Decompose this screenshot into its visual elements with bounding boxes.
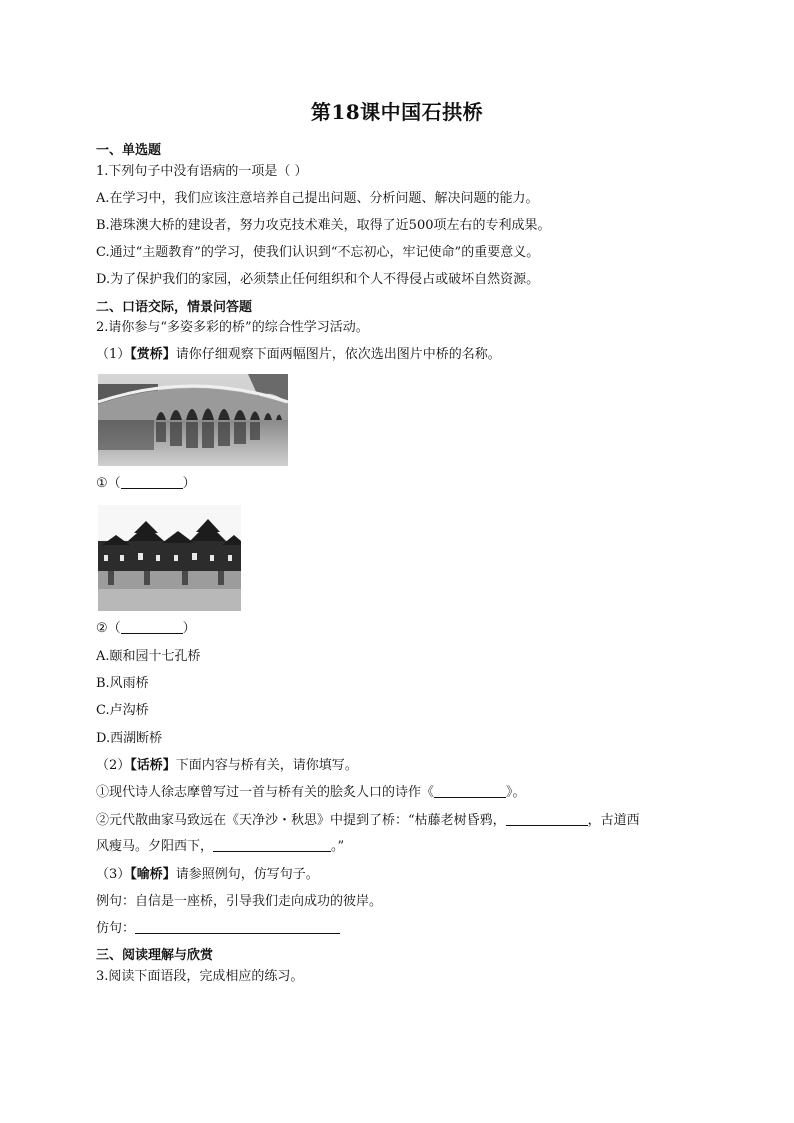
poem-title-blank[interactable] [434, 784, 506, 798]
part3-imitate: 仿句： [96, 920, 340, 938]
part1-answer-1: ①（ ） [96, 476, 196, 491]
bridge-photo-2 [98, 505, 241, 611]
answer-blank-1[interactable] [121, 475, 183, 489]
q1-option-c: C.通过“主题教育”的学习，使我们认识到“不忘初心，牢记使命”的重要意义。 [96, 245, 540, 260]
answer-blank-2[interactable] [121, 620, 183, 634]
part3-instruction: （3）【喻桥】请参照例句，仿写句子。 [96, 867, 319, 882]
q1-option-d: D.为了保护我们的家园，必须禁止任何组织和个人不得侵占或破坏自然资源。 [96, 272, 540, 287]
part1-text: 请你仔细观察下面两幅图片，依次选出图片中桥的名称。 [175, 347, 501, 362]
section-heading-reading: 三、阅读理解与欣赏 [96, 948, 214, 963]
part2-label: 【话桥】 [130, 758, 176, 773]
part2-item-1: ①现代诗人徐志摩曾写过一首与桥有关的脍炙人口的诗作《 》。 [96, 785, 526, 800]
bridge-option-a: A.颐和园十七孔桥 [96, 649, 201, 664]
part3-label: 【喻桥】 [130, 867, 176, 882]
bridge-photo-1 [98, 374, 288, 466]
part1-prefix: （1） [96, 347, 131, 362]
part1-answer-2: ②（ ） [96, 621, 196, 636]
bridge-option-d: D.西湖断桥 [96, 731, 163, 746]
question-1: 1.下列句子中没有语病的一项是（ ） [96, 164, 308, 179]
section-heading-oral: 二、口语交际，情景问答题 [96, 300, 253, 315]
q1-option-a: A.在学习中，我们应该注意培养自己提出问题、分析问题、解决问题的能力。 [96, 191, 539, 206]
part2-item-2-cont: 风瘦马。夕阳西下， 。” [96, 839, 345, 854]
part3-example: 例句：自信是一座桥，引导我们走向成功的彼岸。 [96, 894, 383, 909]
part2-item-2: ②元代散曲家马致远在《天净沙・秋思》中提到了桥：“枯藤老树昏鸦， ，古道西 [96, 813, 640, 828]
section-heading-single-choice: 一、单选题 [96, 143, 162, 158]
verse-blank-1[interactable] [506, 812, 588, 826]
imitate-sentence-blank[interactable] [135, 920, 340, 934]
question-2: 2.请你参与“多姿多彩的桥”的综合性学习活动。 [96, 320, 369, 335]
page-title: 第18课中国石拱桥 [310, 100, 484, 124]
question-3: 3.阅读下面语段，完成相应的练习。 [96, 969, 304, 984]
q1-option-b: B.港珠澳大桥的建设者，努力攻克技术难关，取得了近500项左右的专利成果。 [96, 218, 551, 233]
part1-instruction [96, 346, 501, 364]
bridge-option-b: B.风雨桥 [96, 676, 149, 691]
part1-label: 【赏桥】 [130, 347, 176, 362]
verse-blank-2[interactable] [213, 838, 331, 852]
bridge-option-c: C.卢沟桥 [96, 703, 149, 718]
part2-instruction: （2）【话桥】下面内容与桥有关，请你填写。 [96, 758, 358, 773]
